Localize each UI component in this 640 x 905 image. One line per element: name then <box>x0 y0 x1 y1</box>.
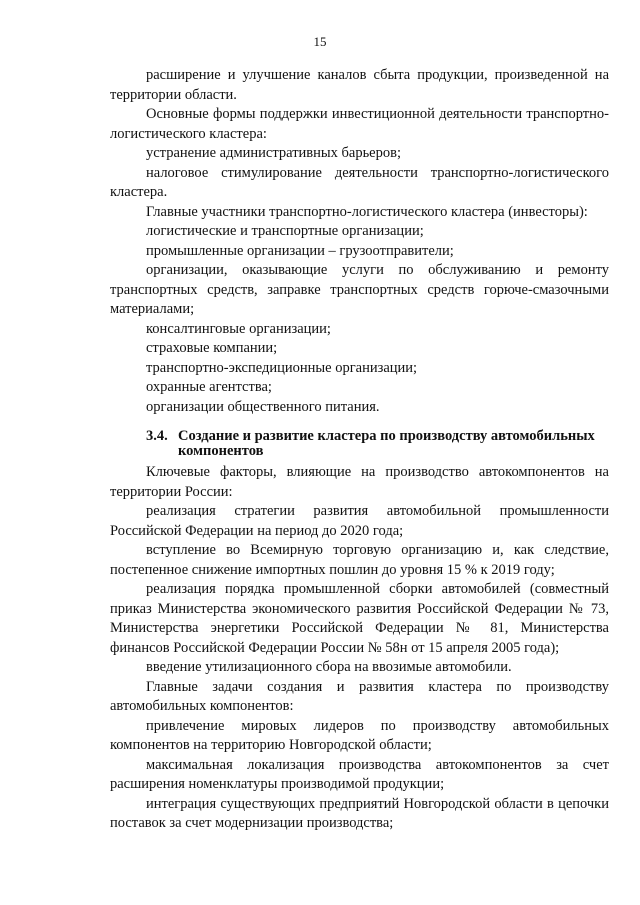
page-content <box>110 66 609 834</box>
paragraph: устранение административных барьеров; <box>146 145 401 161</box>
paragraph: организации общественного питания. <box>146 398 380 415</box>
paragraph: введение утилизационного сбора на ввозимые автомобили. <box>146 659 512 675</box>
paragraph: страховые компании; <box>146 340 278 356</box>
paragraph: Главные участники транспортно-логистического кластера (инвесторы): <box>146 203 588 220</box>
paragraph: организации, оказывающие услуги по обслуживанию и ремонту транспортных средств, заправке транспортных средств горюче-смазочными материалами; <box>110 262 609 317</box>
section-title-line2: компонентов <box>178 443 264 459</box>
section-number: 3.4. <box>146 428 168 444</box>
paragraph: максимальная локализация производства автокомпонентов за счет расширения номенклатуры производимой продукции; <box>110 756 609 792</box>
paragraph: Главные задачи создания и развития кластера по производству автомобильных компонентов: <box>110 678 609 714</box>
paragraph: реализация порядка промышленной сборки автомобилей (совместный приказ Министерства экономического развития Российской Федерации № 73, Министерства энергетики Российской Федерации № 81, Министерства финансов Российской Федерации России № 58н от 15 апреля 2005 года); <box>110 581 609 656</box>
page-number: 15 <box>313 34 327 49</box>
paragraph: промышленные организации – грузоотправители; <box>146 242 454 259</box>
paragraph: логистические и транспортные организации; <box>146 223 424 239</box>
paragraph: охранные агентства; <box>146 379 272 395</box>
paragraph: консалтинговые организации; <box>146 320 331 337</box>
paragraph: Основные формы поддержки инвестиционной деятельности транспортно-логистического кластера: <box>110 106 609 142</box>
paragraph: расширение и улучшение каналов сбыта продукции, произведенной на территории области. <box>110 67 609 103</box>
paragraph: Ключевые факторы, влияющие на производство автокомпонентов на территории России: <box>110 464 609 500</box>
section-title-line1: Создание и развитие кластера по производству автомобильных <box>178 428 595 444</box>
paragraph: привлечение мировых лидеров по производству автомобильных компонентов на территорию Новгородской области; <box>110 717 609 753</box>
paragraph: реализация стратегии развития автомобильной промышленности Российской Федерации на период до 2020 года; <box>110 503 609 539</box>
paragraph: транспортно-экспедиционные организации; <box>146 359 418 376</box>
paragraph: налоговое стимулирование деятельности транспортно-логистического кластера. <box>110 164 609 200</box>
paragraph: вступление во Всемирную торговую организацию и, как следствие, постепенное снижение импортных пошлин до уровня 15 % к 2019 году; <box>110 542 609 578</box>
section-heading <box>110 429 609 459</box>
paragraph: интеграция существующих предприятий Новгородской области в цепочки поставок за счет модернизации производства; <box>110 795 609 831</box>
